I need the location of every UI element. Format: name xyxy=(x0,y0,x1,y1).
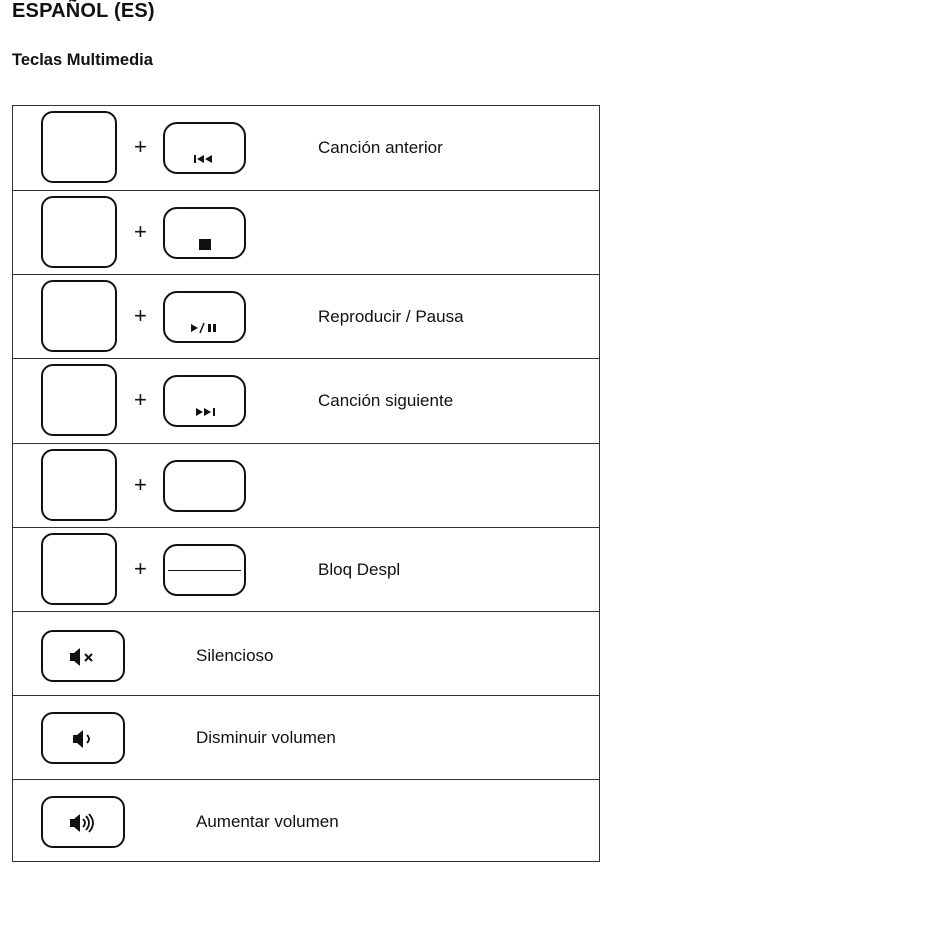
fn-key xyxy=(41,196,117,268)
table-row xyxy=(13,190,599,274)
scroll-lock-line-icon xyxy=(168,570,241,571)
section-heading: Teclas Multimedia xyxy=(12,51,153,69)
row-label: Aumentar volumen xyxy=(196,812,339,831)
plus-sign: + xyxy=(134,219,147,244)
play-pause-key xyxy=(163,291,246,343)
row-label: Canción siguiente xyxy=(318,391,454,410)
table-row xyxy=(13,443,599,527)
fn-key xyxy=(41,364,117,436)
volume-up-icon xyxy=(43,813,123,833)
multimedia-keys-table xyxy=(12,105,600,862)
table-row xyxy=(13,274,599,358)
mute-key xyxy=(41,630,125,682)
plus-sign: + xyxy=(134,556,147,581)
volume-down-key xyxy=(41,712,125,764)
previous-track-icon xyxy=(165,153,244,167)
table-row xyxy=(13,527,599,611)
volume-down-icon xyxy=(43,729,123,749)
row-label: Silencioso xyxy=(196,646,274,665)
plus-sign: + xyxy=(134,134,147,159)
stop-key xyxy=(163,207,246,259)
row-label: Reproducir / Pausa xyxy=(318,307,464,326)
language-heading: ESPAÑOL (ES) xyxy=(12,0,155,22)
volume-up-key xyxy=(41,796,125,848)
table-row xyxy=(13,779,599,861)
plus-sign: + xyxy=(134,472,147,497)
plus-sign: + xyxy=(134,303,147,328)
play-pause-icon xyxy=(165,322,244,336)
row-label: Disminuir volumen xyxy=(196,728,336,747)
fn-key xyxy=(41,449,117,521)
next-track-icon xyxy=(165,406,244,420)
fn-key xyxy=(41,533,117,605)
scroll-lock-key xyxy=(163,544,246,596)
blank-key xyxy=(163,460,246,512)
table-row xyxy=(13,695,599,779)
stop-icon xyxy=(165,238,244,252)
next-track-key xyxy=(163,375,246,427)
plus-sign: + xyxy=(134,387,147,412)
table-row xyxy=(13,106,599,190)
table-row xyxy=(13,358,599,443)
table-row xyxy=(13,611,599,695)
fn-key xyxy=(41,111,117,183)
mute-icon xyxy=(43,647,123,667)
row-label: Bloq Despl xyxy=(318,560,401,579)
row-label: Canción anterior xyxy=(318,138,443,157)
fn-key xyxy=(41,280,117,352)
previous-track-key xyxy=(163,122,246,174)
